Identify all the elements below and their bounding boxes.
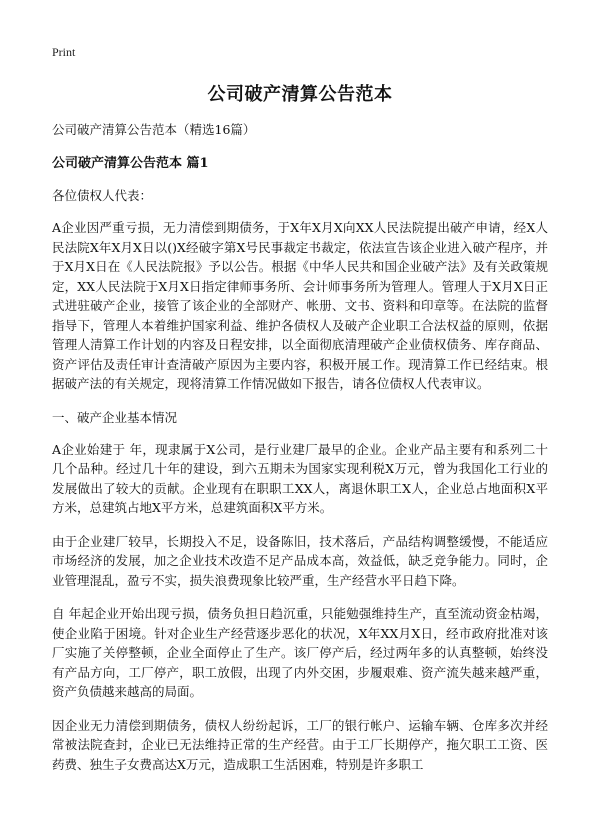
print-link[interactable]: Print	[52, 45, 76, 59]
paragraph: A企业始建于 年，现隶属于X公司，是行业建厂最早的企业。企业产品主要有和系列二十几个品种。经过几十年的建设，到六五期未为国家实现利税X万元，曾为我国化工行业的发展做出了较大的贡献。企业现有在职职工XX人，离退休职工X人，企业总占地面积X平方米，总建筑占地X平方米，总建筑面积X平方米。	[52, 441, 548, 515]
greeting: 各位债权人代表：	[52, 188, 153, 203]
paragraph: 因企业无力清偿到期债务，债权人纷纷起诉，工厂的银行帐户、运输车辆、仓库多次并经常被法院查封，企业已无法维持正常的生产经营。由于工厂长期停产，拖欠职工工资、医药费、独生子女费高达X万元，造成职工生活困难，特别是许多职工	[52, 717, 548, 772]
paragraph: A企业因严重亏损，无力清偿到期债务，于X年X月X向XX人民法院提出破产申请，经X人民法院X年X月X日以()X经破字第X号民事裁定书裁定，依法宣告该企业进入破产程序，并于X月X日在《人民法院报》予以公告。根据《中华人民共和国企业破产法》及有关政策规定，XX人民法院于X月X日指定律师事务所、会计师事务所为管理人。管理人于X月X日正式进驻破产企业，接管了该企业的全部财产、帐册、文书、资料和印章等。在法院的监督指导下，管理人本着维护国家利益、维护各债权人及破产企业职工合法权益的原则，依据管理人清算工作计划的内容及日程安排，以全面彻底清理破产企业债权债务、库存商品、资产评估及责任审计查清破产原因为主要内容，积极开展工作。现清算工作已经结束。根据破产法的有关规定，现将清算工作情况做如下报告，请各位债权人代表审议。	[52, 220, 548, 391]
document-subtitle: 公司破产清算公告范本（精选16篇）	[52, 122, 256, 137]
page-title: 公司破产清算公告范本	[207, 84, 393, 105]
section-heading: 公司破产清算公告范本 篇1	[52, 156, 209, 171]
paragraph: 由于企业建厂较早，长期投入不足，设备陈旧，技术落后，产品结构调整缓慢，不能适应市场经济的发展，加之企业技术改造不足产品成本高，效益低，缺乏竞争能力。同时，企业管理混乱，盈亏不实，损失浪费现象比较严重，生产经营水平日趋下降。	[52, 533, 548, 588]
document-body	[52, 120, 548, 788]
paragraph-heading: 一、破产企业基本情况	[52, 409, 178, 425]
paragraph: 自 年起企业开始出现亏损，债务负担日趋沉重，只能勉强维持生产，直至流动资金枯竭，使企业陷于困境。针对企业生产经营逐步恶化的状况，X年XX月X日，经市政府批准对该厂实施了关停整顿，企业全面停止了生产。该厂停产后，经过两年多的认真整顿，始终没有产品方向，工厂停产，职工放假，出现了内外交困，步履艰难、资产流失越来越严重，资产负债越来越高的局面。	[52, 606, 548, 699]
